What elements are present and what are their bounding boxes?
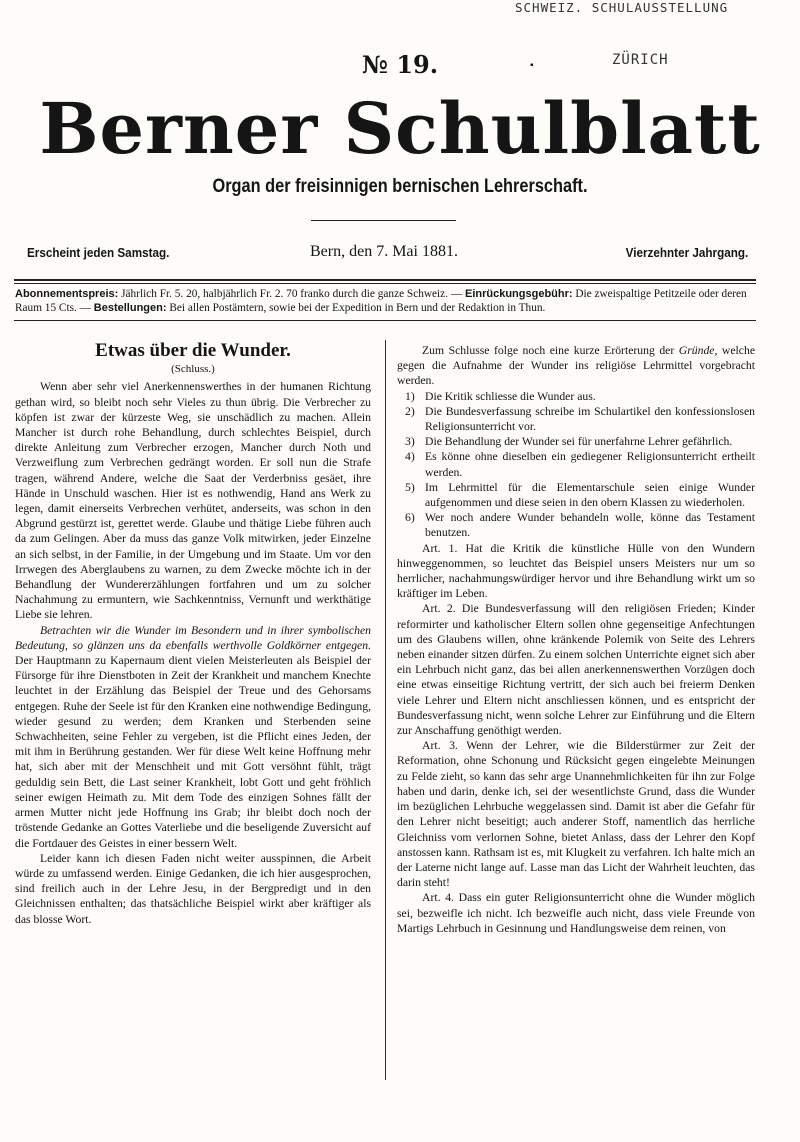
list-text: Wer noch andere Wunder behandeln wolle, könne das Testament benutzen. <box>425 511 755 540</box>
header-rule-thick <box>14 279 756 281</box>
reasons-list <box>397 389 755 541</box>
article-paragraph <box>397 343 755 389</box>
article-paragraph: Art. 4. Dass ein guter Religionsunterricht ohne die Wunder möglich sei, bezweifle ich nicht. Ich bezweifle auch nicht, dass viele Freunde von Martigs Lehrbuch in Gesinnung und Handlungsweise dem reinen, von <box>397 891 755 935</box>
list-text: Die Behandlung der Wunder sei für unerfahrne Lehrer gefährlich. <box>425 435 733 449</box>
article-paragraph: Wenn aber sehr viel Anerkennenswerthes in der humanen Richtung gethan wird, so bleibt noch sehr Vieles zu thun übrig. Die Verbrecher zu köpfen ist zwar der kürzeste Weg, sie unschädlich zu machen. Allein Mancher ist durch rohe Behandlung, durch schlechtes Beispiel, durch direkte Anleitung zum Verbrecher erzogen, Mancher durch Noth und Verzweiflung zum Verbrechen gedrängt worden. Er soll nun die Strafe tragen, während Andere, welche die Saat der Verderbniss gesäet, ihre Hände in Unschuld waschen. Hier ist es nothwendig, Hand ans Werk zu legen, damit einerseits Verbrechen verhütet, anderseits, was schon in den Abgrund gestürzt ist, gerettet werde. Glaube und thätige Liebe führen auch da zum Gelingen. Aber da muss das ganze Volk mitwirken, jeder Einzelne an sich selbst, in der Familie, in der Umgebung und im Staate. Um vor den Irrwegen des Aberglaubens zu warnen, zu dem Zwecke möchte ich in der Behandlung der Wundererzählungen fortfahren und um zu solcher Nachahmung zu ermuntern, wie Sachkenntniss, Vernunft und werkthätige Liebe sie lehren. <box>15 380 371 622</box>
article-paragraph: Art. 1. Hat die Kritik die künstliche Hülle von den Wundern hinweggenommen, so leuchtet das Beispiel unsers Meisters nur um so herrlicher, nachahmungswürdiger hervor und ihre Behandlung wirkt um so kräftiger im Leben. <box>397 541 755 601</box>
archive-stamp: SCHWEIZ. SCHULAUSSTELLUNG <box>515 0 729 15</box>
article-title: Etwas über die Wunder. <box>95 340 291 361</box>
list-text: Es könne ohne dieselben ein gediegener Religionsunterricht ertheilt werden. <box>425 450 755 479</box>
header-rule-thin <box>14 283 756 284</box>
publication-date: Bern, den 7. Mai 1881. <box>310 243 458 260</box>
paragraph-text: Der Hauptmann zu Kapernaum dient vielen Meisterleuten als Beispiel der Fürsorge für ihre Dienstboten in Zeit der Krankheit und manchem Knechte leuchtet in der Erzählung das Beispiel der Treue und des Gehorsams entgegen. Ruhe der Seele ist für den Kranken eine nothwendige Bedingung, wieder gesund zu werden; dem Kranken und Sterbenden seine Schwachheiten, seine Fehler zu vergeben, ist die Pflicht eines Jeden, der mit ihm in Berührung gestanden. Wer für diese Welt keine Hoffnung mehr hat, sich aber mit der Menschheit und mit Gott versöhnt fühlt, trägt geduldig sein Bett, die Last seiner Krankheit, lobt Gott und geht fröhlich seiner ewigen Heimath zu. Mit dem Tode des einzigen Sohnes fällt der armen Mutter nicht jede Hoffnung ins Grab; ihr bleibt doch noch der tröstende Gedanke an Gottes Vaterliebe und die beseligende Zuversicht auf die Fortdauer des Geistes in einer bessern Welt. <box>15 654 371 850</box>
article-paragraph: Art. 2. Die Bundesverfassung will den religiösen Frieden; Kinder reformirter und katholischer Eltern sollen ohne gegenseitige Anfechtungen um des Glaubens willen, ohne kränkende Polemik von Seite des Lehrers neben einander sitzen dürfen. Zu einem solchen Unterrichte eignet sich aber ein Lehrbuch nicht ganz, das bei allen anerkennenswerthen Vorzügen doch eine etwas einseitige Richtung vertritt, der sich auch bei freierm Denken viele Lehrer und Eltern nicht anschliessen können, und es entspricht der Bundesverfassung nicht, wenn solche Lehrer zur Einführung und die Eltern zur Anschaffung genöthigt werden. <box>397 602 755 738</box>
list-item <box>397 510 755 540</box>
orders-label: Bestellungen: <box>93 302 167 314</box>
insertion-fee-text: Die zweispaltige Petitzeile oder deren Raum 15 Cts. — <box>15 288 747 314</box>
orders-text: Bei allen Postämtern, sowie bei der Expedition in Bern und der Redaktion in Thun. <box>169 302 546 314</box>
subscription-rule <box>14 320 756 321</box>
article-paragraph: Art. 3. Wenn der Lehrer, wie die Bilderstürmer zur Zeit der Reformation, ohne Schonung und Rücksicht gegen eingelebte Meinungen zu Felde zieht, so kann das sehr arge Unannehmlichkeiten für ihn zur Folge haben und darin, denke ich, sei der wesentlichste Grund, dass die Wunder im bezüglichen Lehrbuche weggelassen sind. Damit ist aber die Gefahr für den Lehrer nicht beseitigt; auch anderer Stoff, namentlich das herrliche Gleichniss vom verlornen Sohne, bietet Anlass, dass der Lehrer den Kopf anstossen kann. Rathsam ist es, mit Klugkeit zu verfahren. Ich halte mich an der Laterne nicht lange auf. Lasse man das Licht der Wahrheit leuchten, das darin steht! <box>397 739 755 890</box>
list-item <box>397 389 755 404</box>
volume-year: Vierzehnter Jahrgang. <box>625 245 748 260</box>
ink-dot: ▪ <box>530 60 534 71</box>
list-text: Die Kritik schliesse die Wunder aus. <box>425 389 596 403</box>
list-number: 6) <box>405 511 415 525</box>
list-item <box>397 480 755 510</box>
article-paragraph: Leider kann ich diesen Faden nicht weiter ausspinnen, die Arbeit würde zu umfassend werden. Einige Gedanken, die ich hier ausgesprochen, sind freilich auch in der Lehre Jesu, in der Bergpredigt und in den Gleichnissen enthalten; das thatsächliche Beispiel wirkt aber kräftiger als das blosse Wort. <box>15 851 371 926</box>
insertion-fee-label: Einrückungsgebühr: <box>464 288 573 300</box>
subscription-price-label: Abonnementspreis: <box>15 288 119 300</box>
column-divider <box>385 340 386 1080</box>
city-stamp: ZÜRICH <box>612 52 669 68</box>
continuation-note: (Schluss.) <box>171 363 215 376</box>
article-paragraph <box>15 623 371 851</box>
article-right-column <box>397 343 755 936</box>
article-left-column <box>15 340 371 927</box>
list-number: 2) <box>405 404 415 418</box>
list-number: 1) <box>405 389 415 403</box>
list-text: Im Lehrmittel für die Elementarschule seien einige Wunder aufgenommen und diese seien in den obern Klassen zu wiederholen. <box>425 480 755 510</box>
title-divider <box>311 220 456 221</box>
publication-frequency: Erscheint jeden Samstag. <box>27 245 170 260</box>
list-item <box>397 404 755 434</box>
list-number: 5) <box>405 480 415 494</box>
masthead-subtitle: Organ der freisinnigen bernischen Lehrerschaft. <box>212 176 588 197</box>
issue-number: № 19. <box>361 50 439 79</box>
paragraph-text: Zum Schlusse folge noch eine kurze Erörterung der <box>422 344 675 357</box>
masthead-title: Berner Schulblatt <box>39 87 761 170</box>
paragraph-text: welche gegen die Aufnahme der Wunder ins religiöse Lehrmittel vorgebracht werden. <box>397 344 756 388</box>
list-number: 3) <box>405 435 415 449</box>
list-item <box>397 434 755 449</box>
italic-word: Gründe, <box>678 344 718 357</box>
list-text: Die Bundesverfassung schreibe im Schulartikel den konfessionslosen Religionsunterricht vor. <box>425 404 755 434</box>
list-item <box>397 449 755 479</box>
subscription-info <box>15 287 755 315</box>
italic-lead: Betrachten wir die Wunder im Besondern und in ihrer symbolischen Bedeutung, so glänzen uns da ebenfalls werthvolle Goldkörner entgegen. <box>15 623 371 652</box>
subscription-price-text: Jährlich Fr. 5. 20, halbjährlich Fr. 2. 70 franko durch die ganze Schweiz. — <box>121 288 463 300</box>
list-number: 4) <box>405 450 415 464</box>
